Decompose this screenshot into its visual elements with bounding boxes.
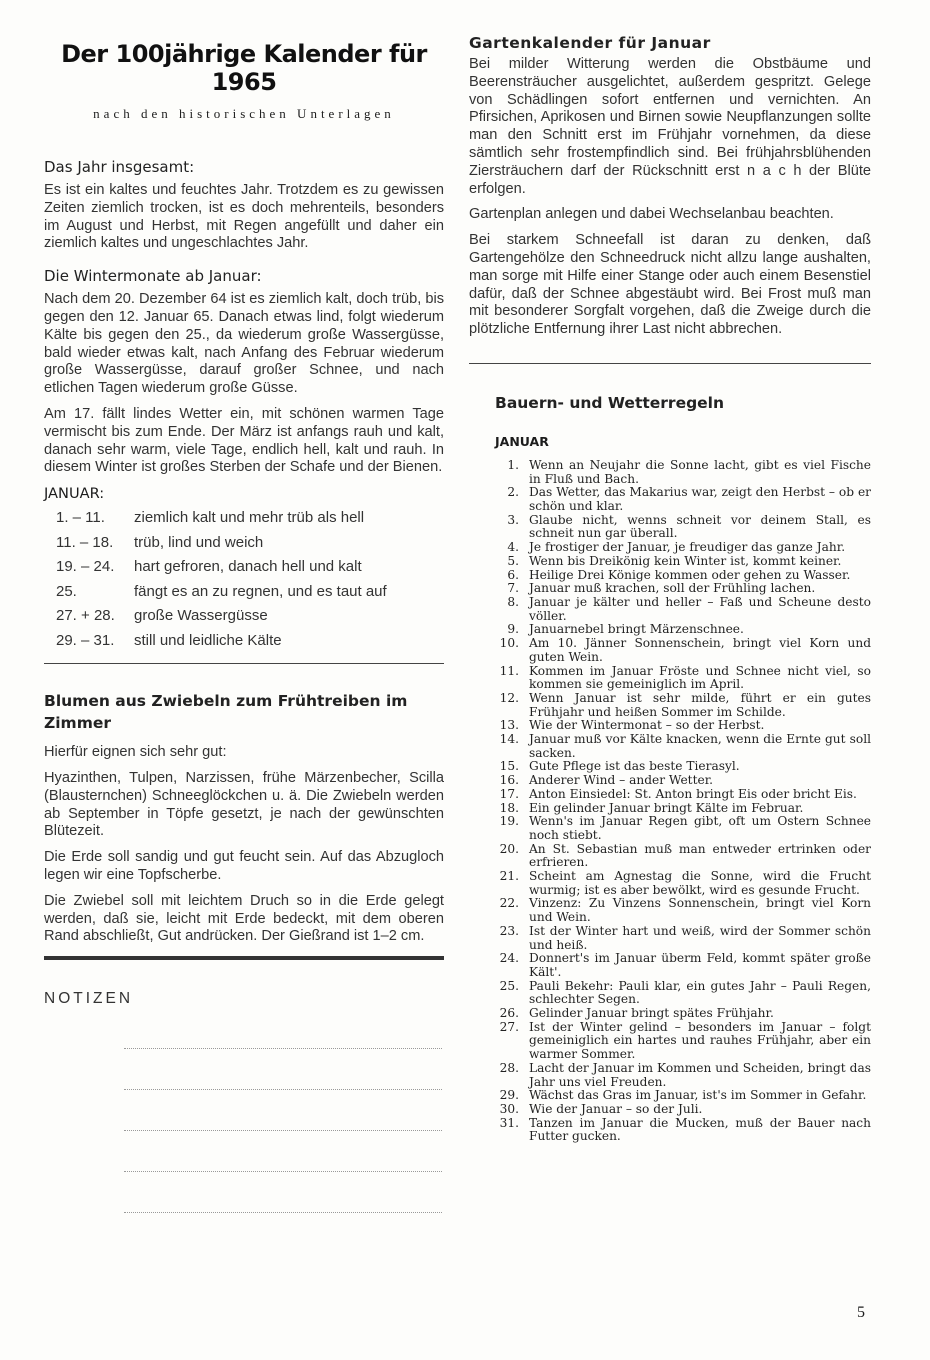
january-row [44,531,444,556]
rule-item [495,555,871,569]
rule-item [495,1089,871,1103]
rule-item [495,788,871,802]
january-row [44,604,444,629]
rules-subheading: JANUAR [495,433,549,449]
rule-text: Tanzen im Januar die Mucken, muß der Bauer nach Futter gucken. [529,1115,871,1144]
divider-thick [44,956,444,960]
rule-number: 7. [507,581,519,596]
rule-item [495,897,871,924]
rule-text: Heilige Drei Könige kommen oder gehen zu Wasser. [529,567,851,582]
rule-number: 28. [499,1060,519,1075]
divider [469,363,871,364]
rule-text: Je frostiger der Januar, je freudiger das ganze Jahr. [529,540,846,555]
january-row [44,506,444,531]
rule-text: An St. Sebastian muß man entweder ertrinken oder erfrieren. [529,841,871,870]
rule-text: Das Wetter, das Makarius war, zeigt den Herbst – ob er schön und klar. [529,485,871,514]
rule-item [495,952,871,979]
rule-item [495,719,871,733]
rules-list [469,459,871,1144]
january-days: 1. – 11. [56,509,105,527]
rule-item [495,623,871,637]
rule-item [495,733,871,760]
rule-text: Gelinder Januar bringt spätes Frühjahr. [529,1006,774,1021]
rule-text: Wenn Januar ist sehr milde, führt er ein gutes Frühjahr und heißen Sommer im Schilde. [529,690,871,719]
rule-text: Januar je kälter und heller – Faß und Scheune desto völler. [529,594,871,623]
rule-number: 6. [507,567,519,582]
rule-item [495,637,871,664]
rule-text: Wenn bis Dreikönig kein Winter ist, kommt keiner. [529,553,842,568]
rule-item [495,514,871,541]
rule-text: Wenn an Neujahr die Sonne lacht, gibt es viel Fische in Fluß und Bach. [529,457,871,486]
rule-text: Wenn's im Januar Regen gibt, oft um Ostern Schnee noch stiebt. [529,814,871,842]
rule-number: 26. [499,1006,519,1021]
rule-text: Ist der Winter hart und weiß, wird der Sommer schön und heiß. [529,923,871,952]
rule-number: 5. [507,553,519,568]
page-number: 5 [857,1304,865,1321]
left-column [44,34,444,1253]
rule-text: Glaube nicht, wenns schneit vor deinem Stall, es schneit nun gar überall. [529,512,871,541]
divider [44,663,444,664]
rule-item [495,760,871,774]
rule-number: 17. [499,786,519,801]
bulbs-text-3: Die Zwiebel soll mit leichtem Druch so in die Erde gelegt werden, daß sie, leicht mit Erde bedeckt, mit dem oberen Rand abschließt, Gut andrücken. Der Gießrand ist 1–2 cm. [44,892,444,945]
rule-item [495,1103,871,1117]
rule-number: 8. [507,594,519,609]
rule-text: Januarnebel bringt Märzenschnee. [529,622,744,637]
rule-number: 4. [507,540,519,555]
year-heading: Das Jahr insgesamt: [44,158,195,176]
rule-text: Donnert's im Januar überm Feld, kommt später große Kält'. [529,951,871,979]
rule-text: Wächst das Gras im Januar, ist's im Sommer in Gefahr. [529,1088,867,1103]
notes-line[interactable] [124,1171,442,1172]
rule-text: Wie der Wintermonat – so der Herbst. [529,718,765,733]
rule-number: 20. [499,841,519,856]
january-weather: hart gefroren, danach hell und kalt [134,558,362,576]
rule-number: 2. [507,485,519,500]
january-heading: JANUAR: [44,485,105,503]
rule-item [495,802,871,816]
page-title: Der 100jährige Kalender für 1965 [61,40,427,96]
notes-label: NOTIZEN [44,990,134,1008]
garden-text-2: Gartenplan anlegen und dabei Wechselanbau beachten. [469,206,834,223]
rule-item [495,870,871,897]
rules-heading: Bauern- und Wetterregeln [495,393,725,412]
january-days: 29. – 31. [56,631,115,649]
bulbs-intro: Hierfür eignen sich sehr gut: [44,744,227,761]
rule-item [495,665,871,692]
rule-item [495,925,871,952]
winter-text-2: Am 17. fällt lindes Wetter ein, mit schönen warmen Tage vermischt bis zum Ende. Der März ist anfangs rauh und kalt, danach sehr warm, viele Tage, endlich hell, kalt und rauh. In diesem Winter ist großes Sterben der Schafe und der Bienen. [44,405,444,476]
rule-number: 14. [499,732,519,747]
rule-item [495,541,871,555]
january-row [44,629,444,654]
rule-text: Ein gelinder Januar bringt Kälte im Februar. [529,800,804,815]
rule-number: 24. [499,951,519,966]
rule-number: 29. [499,1088,519,1103]
rule-text: Januar muß vor Kälte knacken, wenn die Ernte gut soll sacken. [529,732,871,760]
rule-item [495,1062,871,1089]
january-table [44,506,444,653]
rule-text: Anderer Wind – ander Wetter. [529,773,714,788]
january-row [44,555,444,580]
rule-number: 11. [499,663,519,678]
notes-line[interactable] [124,1089,442,1090]
rule-number: 12. [499,690,519,705]
rule-text: Januar muß krachen, soll der Frühling lachen. [529,581,816,596]
january-days: 19. – 24. [56,558,115,576]
rule-number: 18. [499,800,519,815]
rule-number: 9. [507,622,519,637]
rule-text: Vinzenz: Zu Vinzens Sonnenschein, bringt viel Korn und Wein. [529,896,871,925]
rule-item [495,596,871,623]
rule-number: 10. [499,636,519,651]
garden-heading: Gartenkalender für Januar [469,34,711,52]
winter-heading: Die Wintermonate ab Januar: [44,267,262,286]
bulbs-text-1: Hyazinthen, Tulpen, Narzissen, frühe Märzenbecher, Scilla (Blausternchen) Schneeglöckchen u. ä. Die Zwiebeln werden ab September in Töpfe gesetzt, je nach der gewünschten Blütezeit. [44,769,444,840]
rule-item [495,1117,871,1144]
rule-text: Ist der Winter gelind – besonders im Januar – folgt gemeiniglich ein hartes und rauhes Frühjahr, aber ein warmer Sommer. [529,1019,871,1062]
rule-number: 15. [499,759,519,774]
rule-item [495,980,871,1007]
notes-line[interactable] [124,1130,442,1131]
january-days: 27. + 28. [56,607,115,625]
rule-item [495,843,871,870]
rule-number: 16. [499,773,519,788]
rule-text: Am 10. Jänner Sonnenschein, bringt viel Korn und guten Wein. [529,636,871,664]
january-days: 11. – 18. [56,533,114,551]
rule-text: Anton Einsiedel: St. Anton bringt Eis oder bricht Eis. [529,786,857,801]
rule-number: 27. [499,1019,519,1034]
garden-text-1: Bei milder Witterung werden die Obstbäume und Beerensträucher ausgelichtet, außerdem gespritzt. Gelege von Schädlingen sofort entfernen und vernichten. An Pfirsichen, Aprikosen und Birnen sowie Neupflanzungen sollte man den Schnitt erst im Frühjahr vornehmen, da diese sämtlich sehr frostempfindlich sind. Bei frühjahrsblühenden Ziersträuchern darf der Rückschnitt erst n a c h der Blüte erfolgen. [469,56,871,197]
rule-number: 1. [507,457,519,472]
bulbs-text-2: Die Erde soll sandig und gut feucht sein. Auf das Abzugloch legen wir eine Topfscherbe. [44,849,444,883]
notes-line[interactable] [124,1048,442,1049]
rule-text: Pauli Bekehr: Pauli klar, ein gutes Jahr – Pauli Regen, schlechter Segen. [529,978,871,1007]
january-days: 25. [56,582,77,600]
january-weather: fängt es an zu regnen, und es taut auf [134,582,387,600]
rule-text: Kommen im Januar Fröste und Schnee nicht viel, so kommen sie gemeiniglich im April. [529,663,871,692]
rule-number: 13. [499,718,519,733]
january-weather: still und leidliche Kälte [134,631,282,649]
rule-item [495,486,871,513]
rule-item [495,774,871,788]
january-weather: trüb, lind und weich [134,533,264,551]
rule-number: 23. [499,923,519,938]
rule-number: 21. [499,869,519,884]
rule-item [495,1007,871,1021]
rule-text: Scheint am Agnestag die Sonne, wird die Frucht wurmig; ist es aber bewölkt, wird es gesunde Frucht. [529,869,871,897]
rule-number: 3. [507,512,519,527]
rule-item [495,459,871,486]
january-weather: ziemlich kalt und mehr trüb als hell [134,509,365,527]
winter-text-1: Nach dem 20. Dezember 64 ist es ziemlich kalt, doch trüb, bis gegen den 12. Januar 65. Danach etwas lind, folgt wiederum Kälte bis gegen den 25., da wiederum große Wassergüsse, bald wieder etwas kalt, nach Anfang des Februar wiederum große Wassergüsse, darauf großer Schnee, und nach etlichen Tagen wiederum große Güsse. [44,291,444,397]
rule-text: Wie der Januar – so der Juli. [529,1102,703,1116]
notes-line[interactable] [124,1212,442,1213]
rule-text: Lacht der Januar im Kommen und Scheiden, bringt das Jahr uns viel Freuden. [529,1060,871,1089]
page-subtitle: nach den historischen Unterlagen [93,106,395,121]
garden-text-3: Bei starkem Schneefall ist daran zu denken, daß Gartengehölze den Schneedruck nicht allzu lange aushalten, man sorge mit Hilfe einer Stange oder auch einem Besenstiel dafür, daß der Schnee abgestäubt wird. Bei Frost muß man mit besonderer Sorgfalt vorgehen, daß die Zweige durch die plötzliche Entfernung ihrer Last nicht abbrechen. [469,232,871,338]
rule-item [495,569,871,583]
rule-number: 25. [499,978,519,993]
rule-text: Gute Pflege ist das beste Tierasyl. [529,759,740,774]
rule-item [495,1021,871,1062]
rule-item [495,582,871,596]
bulbs-heading: Blumen aus Zwiebeln zum Frühtreiben im Zimmer [44,692,408,733]
january-weather: große Wassergüsse [134,607,268,625]
rule-number: 30. [499,1102,519,1116]
rule-number: 31. [499,1115,519,1130]
year-text: Es ist ein kaltes und feuchtes Jahr. Trotzdem es zu gewissen Zeiten ziemlich trocken, ist es doch mehrenteils, besonders im August und Herbst, mit Regen angefüllt und daher ein ziemlich kaltes und ungeschlachtes Jahr. [44,182,444,252]
rule-item [495,692,871,719]
rule-number: 22. [499,896,519,911]
rule-number: 19. [499,814,519,829]
rule-item [495,815,871,842]
january-row [44,580,444,605]
right-column [469,34,871,1144]
